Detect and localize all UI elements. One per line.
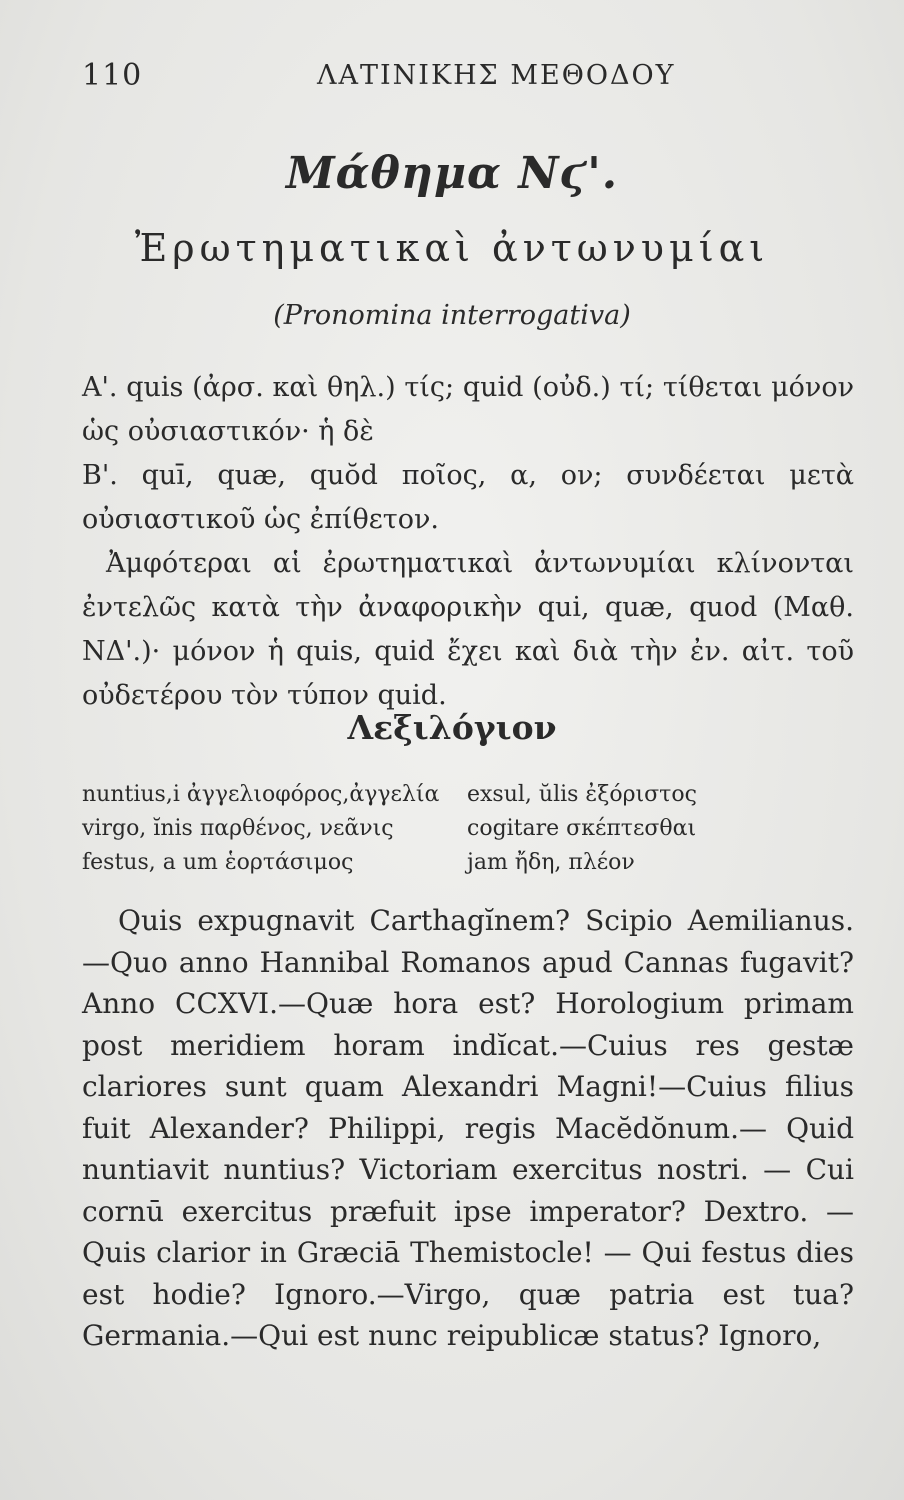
page-header — [82, 58, 864, 98]
paragraph-qui: Β'. quī, quæ, quŏd ποῖος, α, ον; συνδέεται μετὰ οὐσιαστικοῦ ὡς ἐπίθετον. — [82, 460, 854, 535]
vocabulary-entry: cogitare σκέπτεσθαι — [467, 816, 697, 841]
vocabulary-list — [82, 778, 854, 880]
vocabulary-row — [82, 812, 854, 846]
vocabulary-entry: jam ἤδη, πλέον — [467, 850, 635, 875]
paragraph-declension: Ἀμφότεραι αἱ ἐρωτηματικαὶ ἀντωνυμίαι κλίνονται ἐντελῶς κατὰ τὴν ἀναφορικὴν qui, quæ, quod (Μαθ. ΝΔ'.)· μόνον ἡ quis, quid ἔχει καὶ διὰ τὴν ἐν. αἰτ. τοῦ οὐδετέρου τὸν τύπον quid. — [82, 548, 854, 711]
running-title: ΛΑΤΙΝΙΚΗΣ ΜΕΘΟΔΟΥ — [317, 60, 676, 91]
lesson-title: Μάθημα Νϛ'. — [285, 148, 619, 199]
paragraph-quis: Α'. quis (ἀρσ. καὶ θηλ.) τίς; quid (οὐδ.) τί; τίθεται μόνον ὡς οὐσιαστικόν· ἡ δὲ — [82, 372, 854, 447]
vocabulary-entry: nuntius,i ἀγγελιοφόρος,ἀγγελία — [82, 782, 440, 807]
vocabulary-row — [82, 846, 854, 880]
vocabulary-heading: Λεξιλόγιον — [347, 708, 557, 747]
vocabulary-entry: exsul, ŭlis ἐξόριστος — [467, 782, 697, 807]
vocabulary-entry: festus, a um ἑορτάσιμος — [82, 850, 354, 875]
vocabulary-entry: virgo, ĭnis παρθένος, νεᾶνις — [82, 816, 394, 841]
vocabulary-row — [82, 778, 854, 812]
lesson-subtitle: Ἐρωτηματικαὶ ἀντωνυμίαι — [134, 226, 770, 270]
exercise-text: Quis expugnavit Carthagĭnem? Scipio Aemilianus. —Quo anno Hannibal Romanos apud Cannas fugavit? Anno CCXVI.—Quæ hora est? Horologium primam post meridiem horam indĭcat.—Cuius res gestæ clariores sunt quam Alexandri Magni!—Cuius filius fuit Alexander? Philippi, regis Macĕdŏnum.— Quid nuntiavit nuntius? Victoriam exercitus nostri. — Cui cornū exercitus præfuit ipse imperator? Dextro. — Quis clarior in Græciā Themistocle! — Qui festus dies est hodie? Ignoro.—Virgo, quæ patria est tua? Germania.—Qui est nunc reipublicæ status? Ignoro, — [82, 904, 854, 1352]
latin-subtitle: (Pronomina interrogativa) — [273, 300, 631, 331]
page-number: 110 — [82, 58, 143, 93]
